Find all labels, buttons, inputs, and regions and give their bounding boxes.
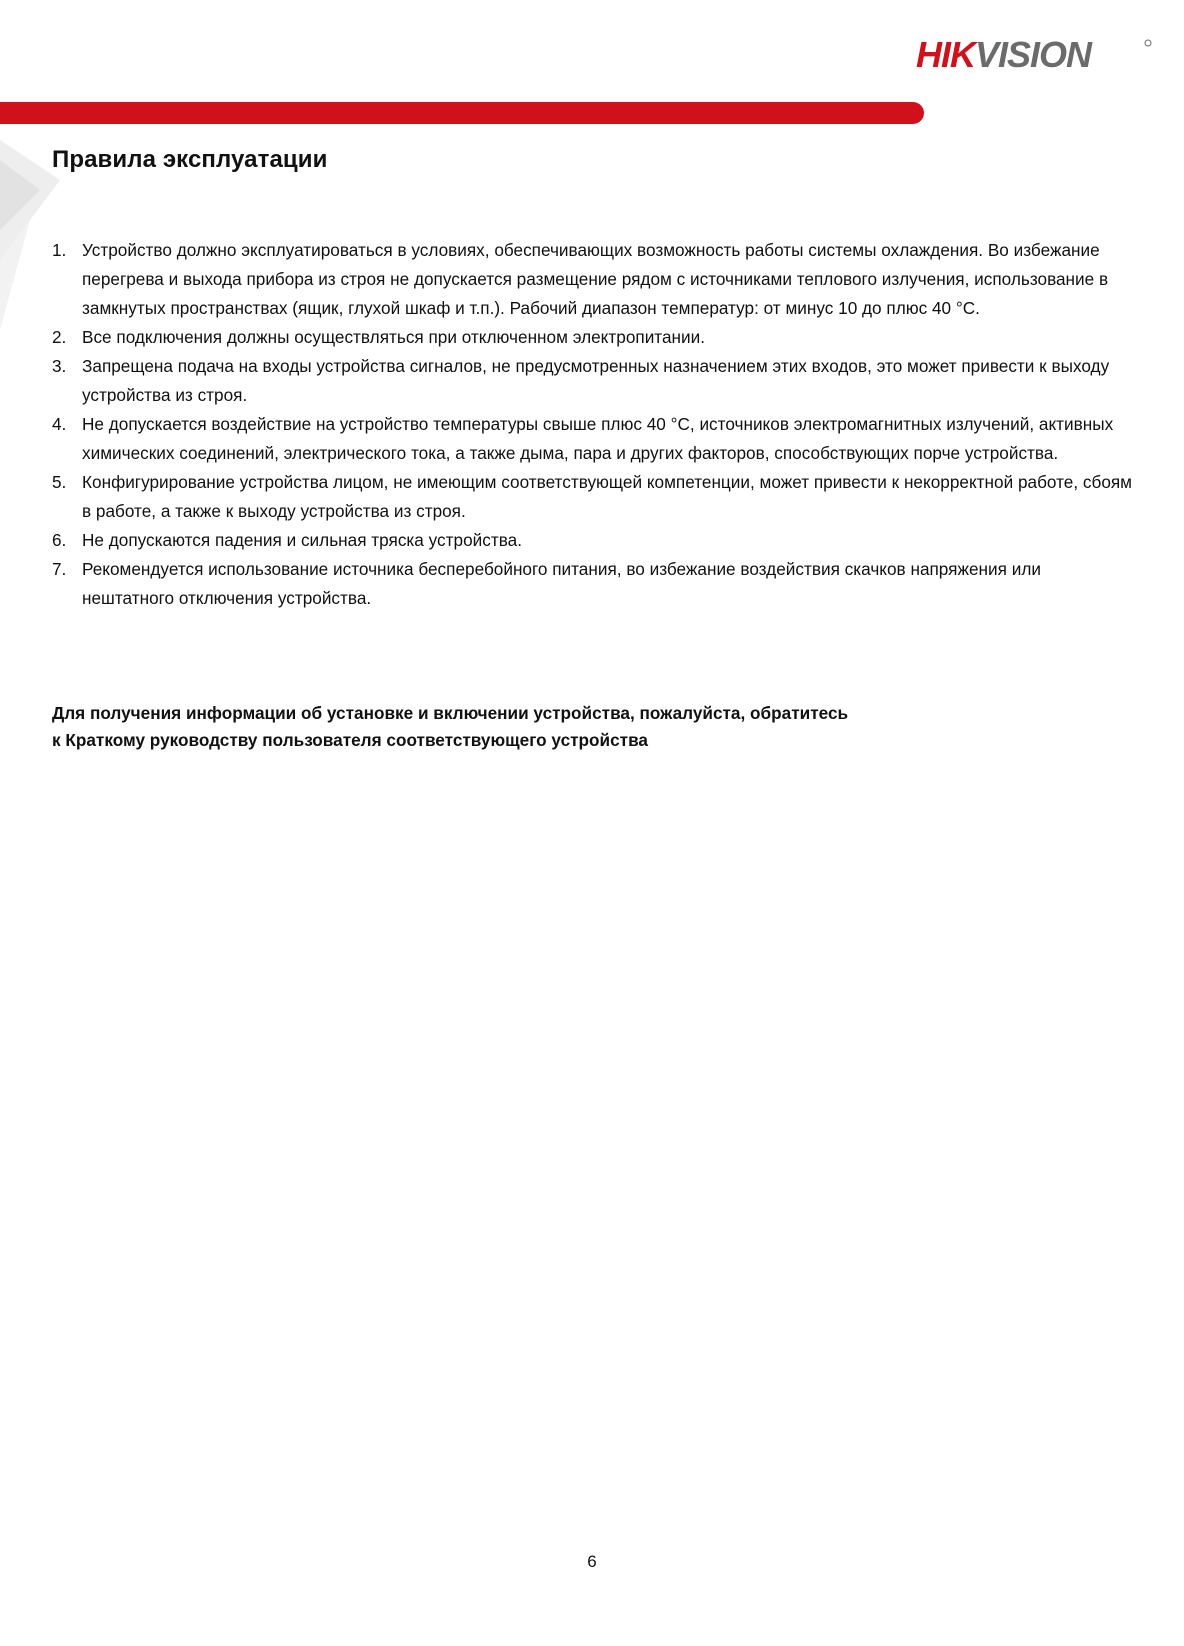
list-item: [52, 236, 1132, 323]
note-line-2: к Краткому руководству пользователя соответствующего устройства: [52, 730, 648, 750]
note-line-1: Для получения информации об установке и включении устройства, пожалуйста, обратитесь: [52, 703, 849, 723]
hikvision-logo: [916, 34, 1156, 74]
logo-part-hik: HIK: [916, 34, 975, 74]
header-accent-bar: [0, 102, 924, 124]
list-item-number: 6.: [52, 530, 67, 550]
svg-text:HIKVISION: [916, 34, 1093, 74]
list-item-text: Конфигурирование устройства лицом, не имеющим соответствующей компетенции, может привести к некорректной работе, сбоям в работе, а также к выходу устройства из строя.: [82, 472, 1133, 521]
list-item-number: 5.: [52, 472, 67, 492]
page-title: Правила эксплуатации: [52, 146, 328, 173]
list-item-number: 3.: [52, 356, 67, 376]
list-item: [52, 323, 1132, 352]
list-item-number: 1.: [52, 240, 67, 260]
list-item-text: Рекомендуется использование источника бесперебойного питания, во избежание воздействия скачков напряжения или нештатного отключения устройства.: [82, 559, 1041, 608]
installation-note: [52, 700, 1132, 754]
logo-part-vision: VISION: [975, 34, 1092, 74]
list-item-text: Устройство должно эксплуатироваться в условиях, обеспечивающих возможность работы системы охлаждения. Во избежание перегрева и выхода прибора из строя не допускается размещение рядом с источниками теплового излучения, использование в замкнутых пространствах (ящик, глухой шкаф и т.п.). Рабочий диапазон температур: от минус 10 до плюс 40 °С.: [82, 240, 1109, 318]
list-item: [52, 555, 1132, 613]
list-item-number: 4.: [52, 414, 67, 434]
list-item-text: Все подключения должны осуществляться при отключенном электропитании.: [82, 327, 705, 347]
list-item-number: 2.: [52, 327, 67, 347]
list-item: [52, 352, 1132, 410]
list-item-number: 7.: [52, 559, 67, 579]
list-item: [52, 468, 1132, 526]
rules-list: [52, 236, 1132, 613]
list-item: [52, 410, 1132, 468]
list-item: [52, 526, 1132, 555]
list-item-text: Запрещена подача на входы устройства сигналов, не предусмотренных назначением этих входов, это может привести к выходу устройства из строя.: [82, 356, 1110, 405]
page-number: 6: [587, 1552, 597, 1571]
list-item-text: Не допускаются падения и сильная тряска устройства.: [82, 530, 522, 550]
list-item-text: Не допускается воздействие на устройство температуры свыше плюс 40 °С, источников электромагнитных излучений, активных химических соединений, электрического тока, а также дыма, пара и других факторов, способствующих порче устройства.: [82, 414, 1114, 463]
